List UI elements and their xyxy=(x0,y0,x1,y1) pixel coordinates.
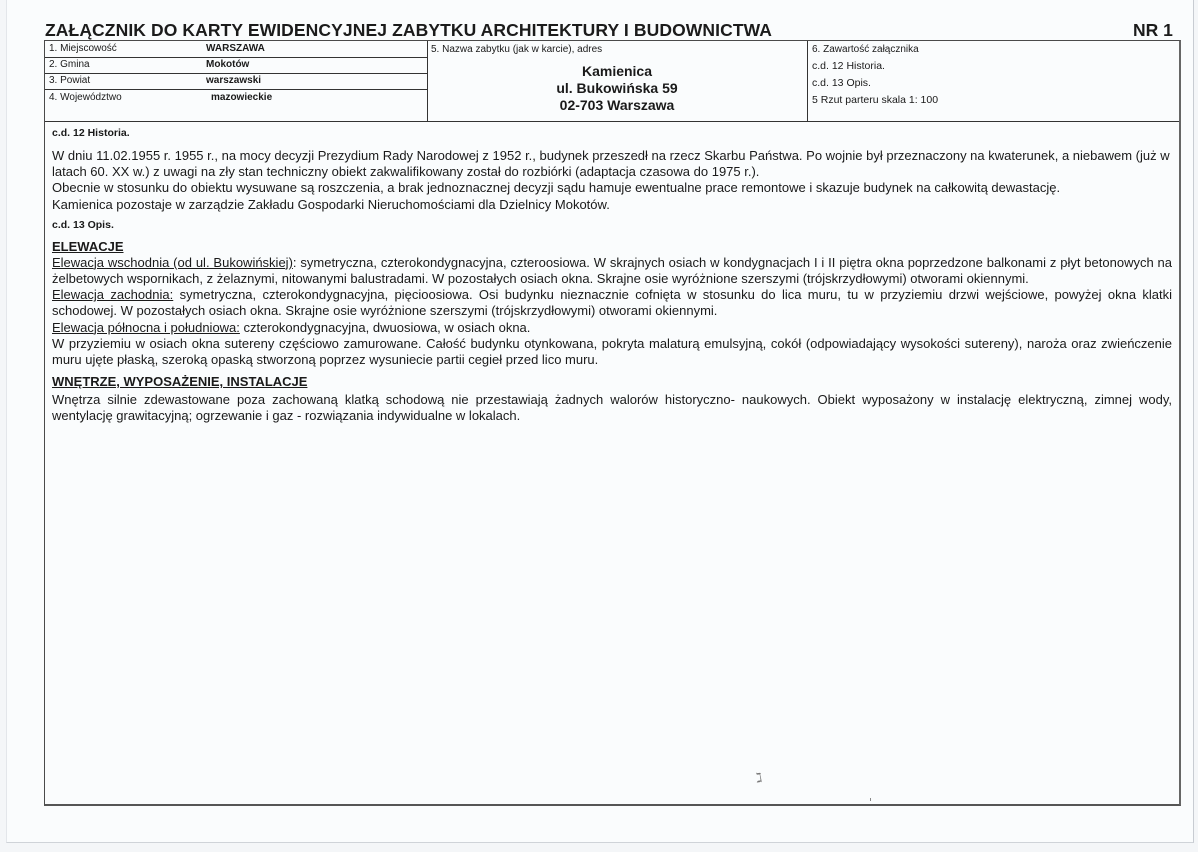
contents-item: c.d. 13 Opis. xyxy=(812,77,871,89)
elevation-ns-label: Elewacja północna i południowa: xyxy=(52,319,240,335)
field-label: 2. Gmina xyxy=(49,59,90,70)
history-paragraph: Obecnie w stosunku do obiektu wysuwane są roszczenia, a brak jednoznacznej decyzji sądu hamuje ewentualne prace remontowe i skazuje budynek na całkowitą dewastację. xyxy=(52,180,1061,196)
description-heading: c.d. 13 Opis. xyxy=(52,218,114,231)
monument-name-block xyxy=(427,63,807,114)
field-value: mazowieckie xyxy=(211,92,273,103)
monument-street: ul. Bukowińska 59 xyxy=(556,80,678,96)
field-value: Mokotów xyxy=(206,59,250,70)
history-paragraph: Kamienica pozostaje w zarządzie Zakładu Gospodarki Nieruchomościami dla Dzielnicy Mokotów. xyxy=(52,196,610,212)
history-heading: c.d. 12 Historia. xyxy=(52,127,130,139)
contents-label: 6. Zawartość załącznika xyxy=(812,44,919,55)
handwritten-mark: ℷ xyxy=(754,769,764,786)
contents-item: 5 Rzut parteru skala 1: 100 xyxy=(812,94,939,106)
document-title: ZAŁĄCZNIK DO KARTY EWIDENCYJNEJ ZABYTKU ARCHITEKTURY I BUDOWNICTWA xyxy=(45,20,773,40)
location-table xyxy=(45,41,428,121)
location-row-voivodeship xyxy=(45,90,427,106)
monument-label: 5. Nazwa zabytku (jak w karcie), adres xyxy=(431,44,603,55)
location-row-town xyxy=(45,41,427,58)
document-body xyxy=(52,127,1172,425)
elevation-ns-text: czterokondygnacyjna, dwuosiowa, w osiach okna. xyxy=(239,319,531,335)
field-label: 3. Powiat xyxy=(49,75,91,86)
monument-cell xyxy=(427,41,808,121)
monument-name: Kamienica xyxy=(581,63,653,79)
history-paragraph: W dniu 11.02.1955 r. 1955 r., na mocy decyzji Prezydium Rady Narodowej z 1952 r., budynek przeszedł na rzecz Skarbu Państwa. Po wojnie był przeznaczony na kwaterunek, a niebawem (już w latach 60. XX w.) z uwagi na zły stan techniczny obiekt zakwalifikowany został do rozbiórki (adaptacja czasowa do 1975 r.). xyxy=(52,148,1170,180)
elevations-title: ELEWACJE xyxy=(52,238,124,254)
elevation-east-text: : symetryczna, czterokondygnacyjna, czteroosiowa. W skrajnych osiach w kondygnacjach I i II piętra okna poprzedzone balkonami z płyt betonowych na żelbetowych wspornikach, z żelaznymi, nitowanymi balustradami. W pozostałych osiach okna. Skrajne osie wyróżnione szerszymi (trójskrzydłowymi) otworami okiennymi. xyxy=(52,254,1173,287)
elevation-west-label: Elewacja zachodnia: xyxy=(52,287,174,303)
monument-city: 02-703 Warszawa xyxy=(559,97,675,113)
field-label: 4. Województwo xyxy=(49,92,122,103)
interior-text: Wnętrza silnie zdewastowane poza zachowaną klatką schodową nie przestawiają żadnych walorów historyczno- naukowych. Obiekt wyposażony w instalację elektryczną, zimnej wody, wentylację grawitacyjną; ogrzewanie i gaz - rozwiązania indywidualne w lokalach. xyxy=(52,392,1172,424)
field-value: warszawski xyxy=(206,75,262,86)
elevation-general: W przyziemiu w osiach okna sutereny częściowo zamurowane. Całość budynku otynkowana, pokryta malaturą emulsyjną, cokół (odpowiadający wysokości sutereny), naroża oraz zwieńczenie muru ujęte płaską, szeroką opaską stworzoną poprzez wysuniecie partii cegieł przed lico muru. xyxy=(52,335,1172,368)
location-row-commune xyxy=(45,57,427,74)
document-number: NR 1 xyxy=(1133,20,1173,40)
field-label: 1. Miejscowość xyxy=(49,43,117,54)
contents-cell xyxy=(808,41,1180,121)
elevation-west-text: symetryczna, czterokondygnacyjna, pięcioosiowa. Osi budynku nieznacznie cofnięta w stosunku do lica muru, tu w przyziemiu drzwi wejściowe, powyżej okna klatki schodowej. W pozostałych osiach okna. Skrajne osie wyróżnione szerszymi (trójskrzydłowymi) otworami okiennymi. xyxy=(52,287,1172,319)
elevation-east-label: Elewacja wschodnia (od ul. Bukowińskiej) xyxy=(52,254,293,270)
header-grid xyxy=(45,41,1179,122)
location-row-county xyxy=(45,73,427,90)
elevation-east xyxy=(52,255,1172,287)
scan-speck xyxy=(870,798,871,801)
contents-item: c.d. 12 Historia. xyxy=(812,60,885,72)
elevation-west xyxy=(52,287,1172,319)
document-frame xyxy=(44,40,1181,806)
elevation-north-south xyxy=(52,320,1172,336)
interior-title: WNĘTRZE, WYPOSAŻENIE, INSTALACJE xyxy=(52,374,308,390)
field-value: WARSZAWA xyxy=(206,43,265,54)
